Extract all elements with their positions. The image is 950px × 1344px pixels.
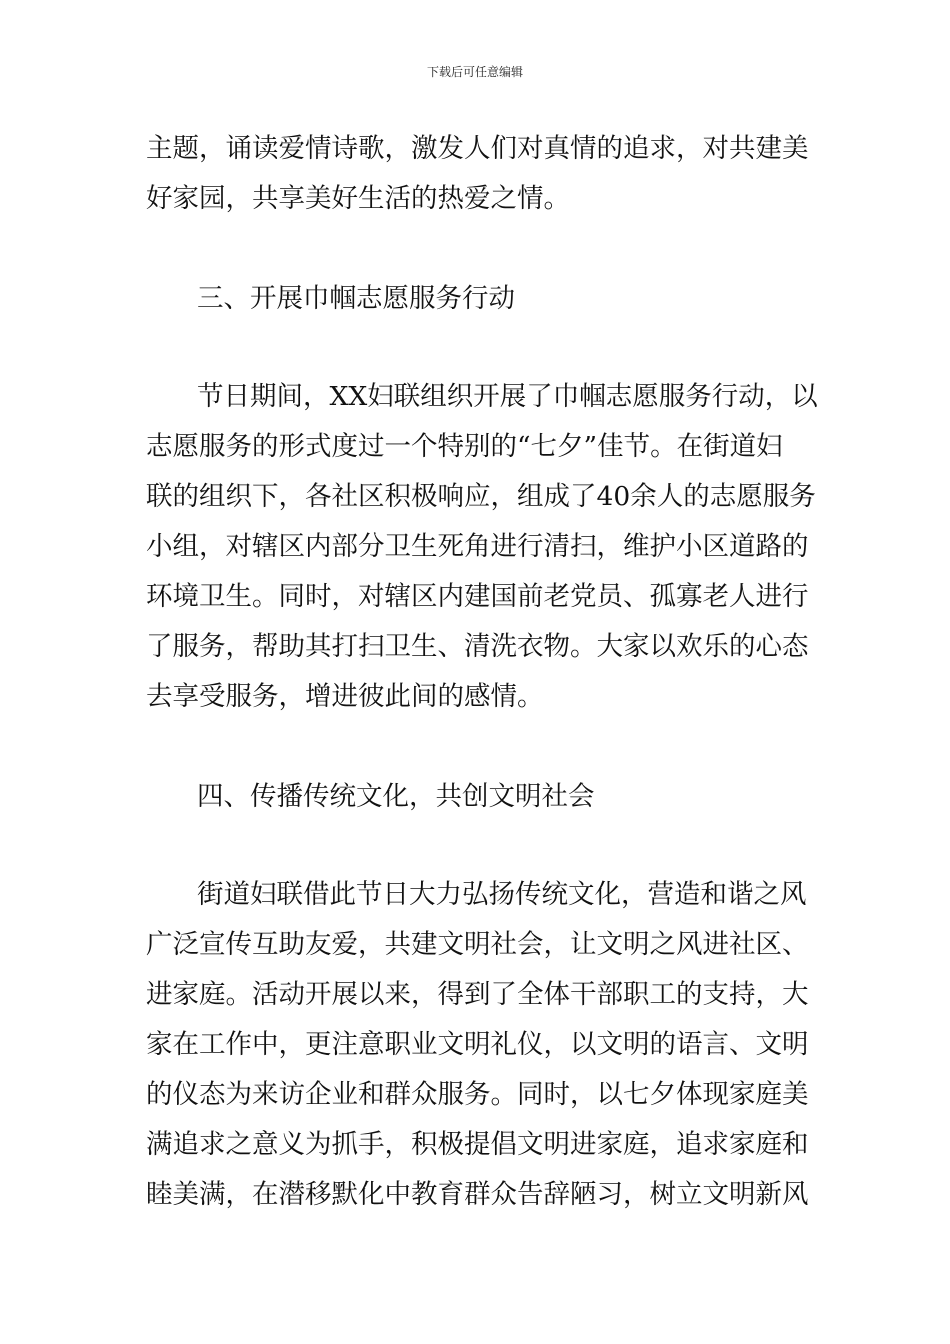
body-line: 了服务，帮助其打扫卫生、清洗衣物。大家以欢乐的心态 <box>146 631 809 662</box>
body-line: 家在工作中，更注意职业文明礼仪，以文明的语言、文明 <box>146 1029 809 1060</box>
body-line: 联的组织下，各社区积极响应，组成了40余人的志愿服务 <box>146 481 816 512</box>
body-line: 小组，对辖区内部分卫生死角进行清扫，维护小区道路的 <box>146 531 809 562</box>
body-line: 志愿服务的形式度过一个特别的“七夕”佳节。在街道妇 <box>146 431 783 462</box>
body-line: 主题，诵读爱情诗歌，激发人们对真情的追求，对共建美 <box>146 133 809 164</box>
header-note: 下载后可任意编辑 <box>426 65 523 79</box>
section-heading-3: 三、开展巾帼志愿服务行动 <box>197 283 515 314</box>
body-line: 睦美满，在潜移默化中教育群众告辞陋习，树立文明新风 <box>146 1179 809 1210</box>
body-line: 好家园，共享美好生活的热爱之情。 <box>146 183 570 214</box>
body-line: 满追求之意义为抓手，积极提倡文明进家庭，追求家庭和 <box>146 1129 809 1160</box>
body-line: 街道妇联借此节日大力弘扬传统文化，营造和谐之风 <box>197 879 807 910</box>
body-line: 环境卫生。同时，对辖区内建国前老党员、孤寡老人进行 <box>146 581 809 612</box>
body-line: 的仪态为来访企业和群众服务。同时，以七夕体现家庭美 <box>146 1079 809 1110</box>
body-line: 去享受服务，增进彼此间的感情。 <box>146 681 544 712</box>
body-line: 进家庭。活动开展以来，得到了全体干部职工的支持，大 <box>146 979 809 1010</box>
body-line: 广泛宣传互助友爱，共建文明社会，让文明之风进社区、 <box>146 929 809 960</box>
section-heading-4: 四、传播传统文化，共创文明社会 <box>197 781 595 812</box>
body-line: 节日期间，XX妇联组织开展了巾帼志愿服务行动，以 <box>197 381 818 412</box>
